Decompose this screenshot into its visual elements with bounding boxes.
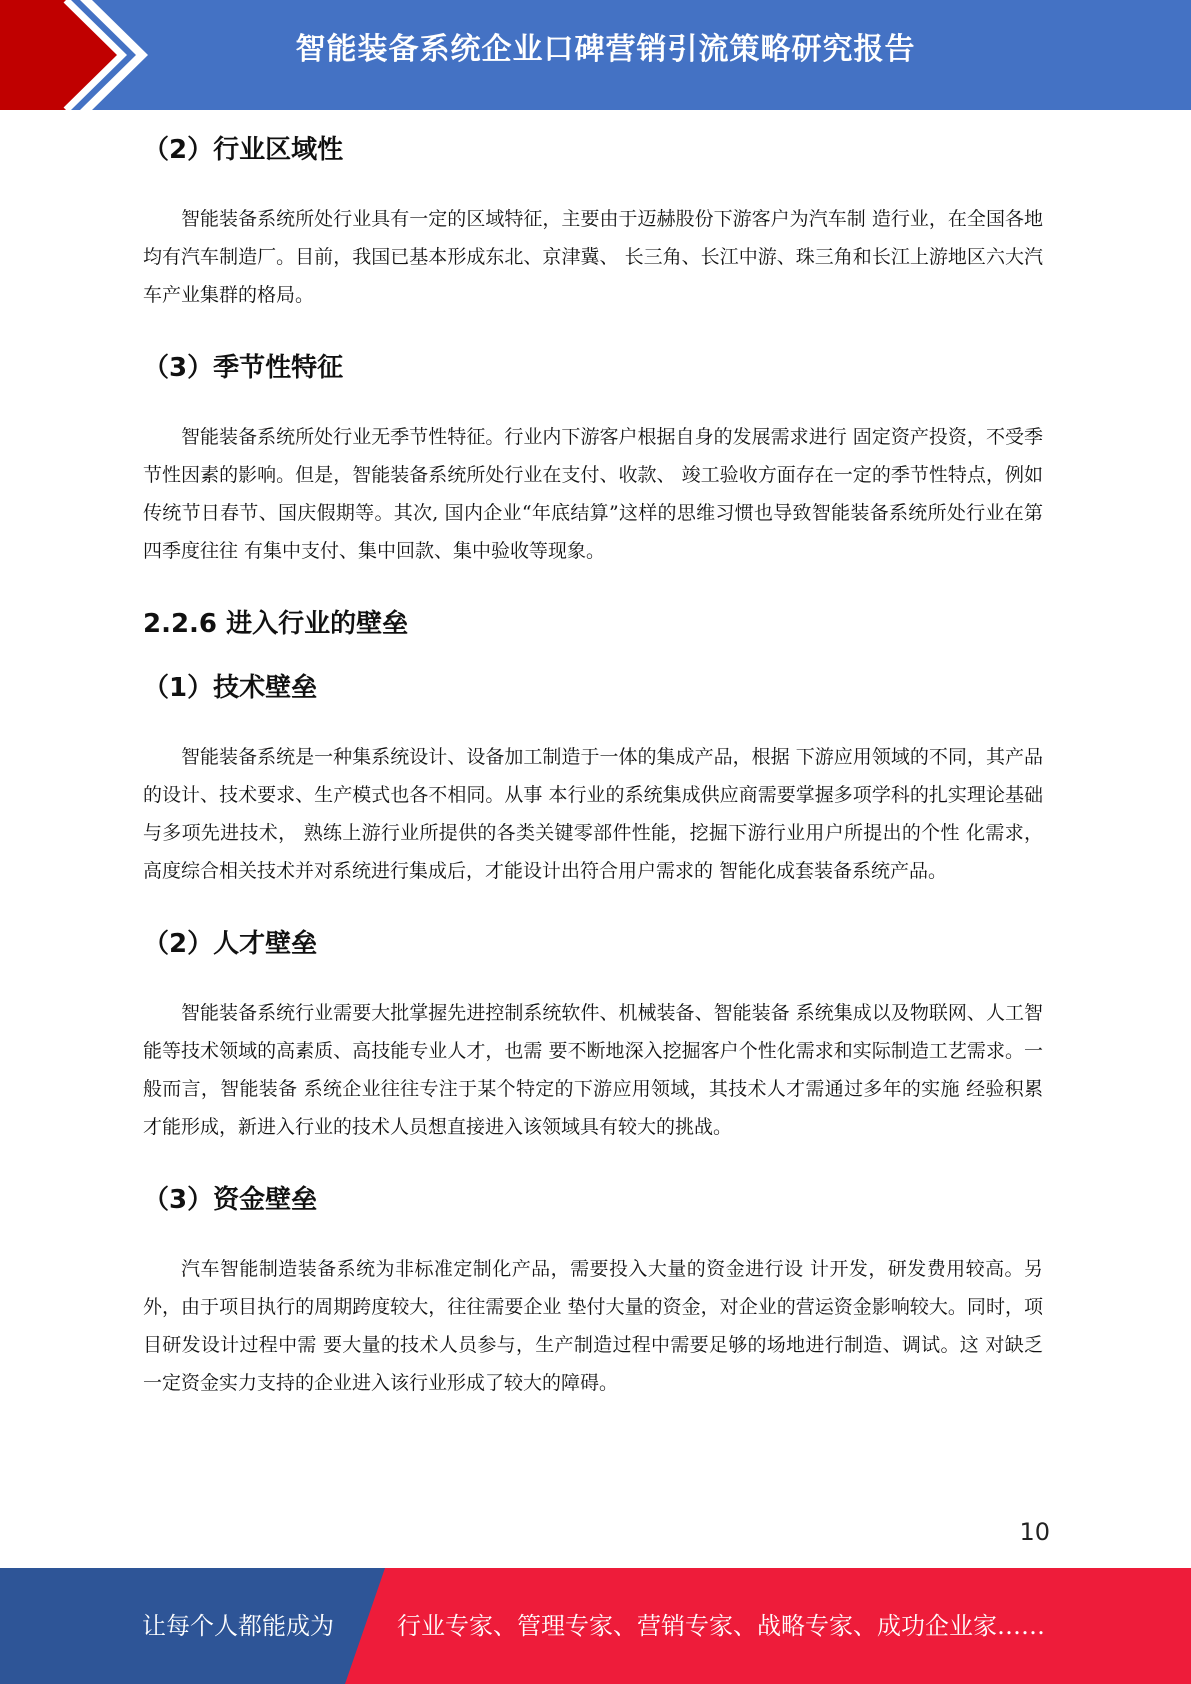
body-paragraph: 智能装备系统行业需要大批掌握先进控制系统软件、机械装备、智能装备 系统集成以及物联网、人工智能等技术领域的高素质、高技能专业人才，也需 要不断地深入挖掘客户个性化需求和实际制造工艺需求。一般而言，智能装备 系统企业往往专注于某个特定的下游应用领域，其技术人才需通过多年的实施 经验积累才能形成，新进入行业的技术人员想直接进入该领域具有较大的挑战。 [143,1002,1043,1138]
subsection-heading: （2）人才壁垒 [143,929,318,959]
footer-slogan-left: 让每个人都能成为 [142,1612,334,1640]
page-header [0,0,1191,110]
subsection-heading: （3）资金壁垒 [143,1185,318,1215]
subsection-heading: （3）季节性特征 [143,353,344,383]
page-number: 10 [1019,1518,1050,1546]
section-heading: 2.2.6 进入行业的壁垒 [143,609,409,639]
page-footer [0,1568,1191,1684]
body-paragraph: 智能装备系统所处行业具有一定的区域特征，主要由于迈赫股份下游客户为汽车制 造行业，在全国各地均有汽车制造厂。目前，我国已基本形成东北、京津冀、 长三角、长江中游、珠三角和长江上游地区六大汽车产业集群的格局。 [143,208,1043,306]
body-paragraph: 智能装备系统所处行业无季节性特征。行业内下游客户根据自身的发展需求进行 固定资产投资，不受季节性因素的影响。但是，智能装备系统所处行业在支付、收款、 竣工验收方面存在一定的季节性特点，例如传统节日春节、国庆假期等。其次, 国内企业“年底结算”这样的思维习惯也导致智能装备系统所处行业在第四季度往往 有集中支付、集中回款、集中验收等现象。 [143,426,1043,562]
body-paragraph: 汽车智能制造装备系统为非标准定制化产品，需要投入大量的资金进行设 计开发，研发费用较高。另外，由于项目执行的周期跨度较大，往往需要企业 垫付大量的资金，对企业的营运资金影响较大。同时，项目研发设计过程中需 要大量的技术人员参与，生产制造过程中需要足够的场地进行制造、调试。这 对缺乏一定资金实力支持的企业进入该行业形成了较大的障碍。 [143,1258,1043,1394]
document-body [143,118,1043,1424]
subsection-heading: （2）行业区域性 [143,135,344,165]
body-paragraph: 智能装备系统是一种集系统设计、设备加工制造于一体的集成产品，根据 下游应用领域的不同，其产品的设计、技术要求、生产模式也各不相同。从事 本行业的系统集成供应商需要掌握多项学科的扎实理论基础与多项先进技术， 熟练上游行业所提供的各类关键零部件性能，挖掘下游行业用户所提出的个性 化需求，高度综合相关技术并对系统进行集成后，才能设计出符合用户需求的 智能化成套装备系统产品。 [143,746,1043,882]
footer-slogan-right: 行业专家、管理专家、营销专家、战略专家、成功企业家…… [397,1612,1045,1640]
subsection-heading: （1）技术壁垒 [143,673,318,703]
report-title: 智能装备系统企业口碑营销引流策略研究报告 [295,32,916,67]
